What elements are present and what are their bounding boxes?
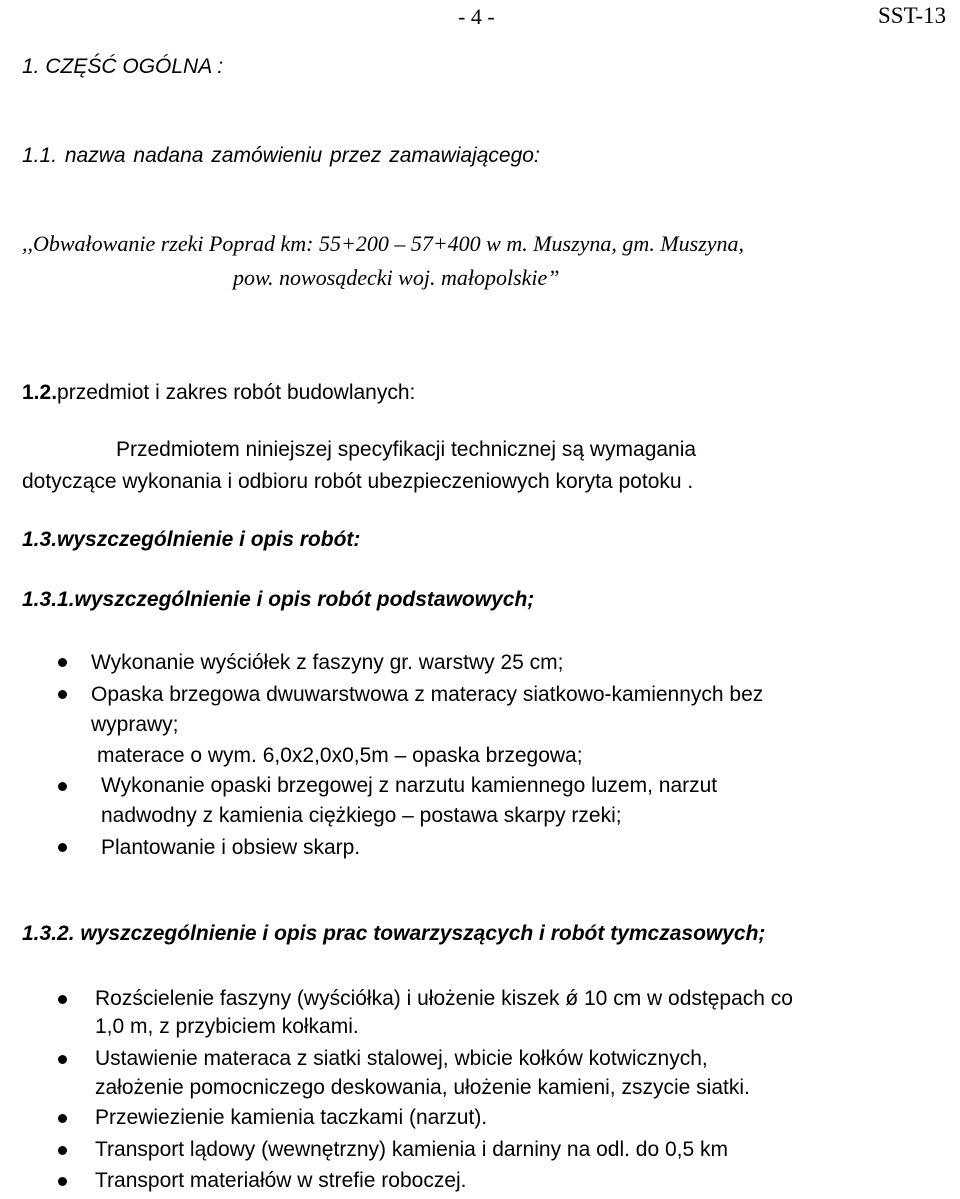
bullet-icon <box>58 1055 67 1064</box>
list-item: wyprawy; <box>91 713 179 736</box>
list-item: Wykonanie wyściółek z faszyny gr. warstwy 25 cm; <box>91 651 564 674</box>
subsection-heading-1-1: 1.1. nazwa nadana zamówieniu przez zamawiającego: <box>22 144 540 167</box>
list-item: Rozścielenie faszyny (wyściółka) i ułożenie kiszek ǿ 10 cm w odstępach co <box>95 987 793 1010</box>
project-title-line-1: ,,Obwałowanie rzeki Poprad km: 55+200 – 57+400 w m. Muszyna, gm. Muszyna, <box>22 231 745 256</box>
subsection-heading-1-3-1: 1.3.1.wyszczególnienie i opis robót podstawowych; <box>22 588 535 611</box>
subsection-heading-1-3-2: 1.3.2. wyszczególnienie i opis prac towarzyszących i robót tymczasowych; <box>22 922 766 945</box>
bullet-icon <box>58 658 67 667</box>
list-item: założenie pomocniczego deskowania, ułożenie kamieni, zszycie siatki. <box>95 1076 750 1099</box>
scope-paragraph-line-1: Przedmiotem niniejszej specyfikacji technicznej są wymagania <box>116 438 697 461</box>
list-item: 1,0 m, z przybiciem kołkami. <box>95 1015 359 1038</box>
bullet-icon <box>58 1177 67 1186</box>
bullet-icon <box>58 1146 67 1155</box>
list-item: Opaska brzegowa dwuwarstwowa z materacy siatkowo-kamiennych bez <box>91 683 764 706</box>
subsection-heading-1-3: 1.3.wyszczególnienie i opis robót: <box>22 528 361 551</box>
list-item: Przewiezienie kamienia taczkami (narzut). <box>95 1106 488 1129</box>
bullet-icon <box>58 1114 67 1123</box>
list-item: Ustawienie materaca z siatki stalowej, wbicie kołków kotwicznych, <box>95 1047 708 1070</box>
scope-paragraph-line-2: dotyczące wykonania i odbioru robót ubezpieczeniowych koryta potoku . <box>22 470 694 493</box>
bullet-icon <box>58 843 67 852</box>
list-item: Transport lądowy (wewnętrzny) kamienia i darniny na odl. do 0,5 km <box>95 1138 729 1161</box>
bullet-icon <box>58 782 67 791</box>
list-item: nadwodny z kamienia ciężkiego – postawa skarpy rzeki; <box>101 804 622 827</box>
project-title-line-2: pow. nowosądecki woj. małopolskie” <box>233 265 560 290</box>
list-item: Wykonanie opaski brzegowej z narzutu kamiennego luzem, narzut <box>101 774 718 797</box>
heading-text: przedmiot i zakres robót budowlanych: <box>57 381 416 404</box>
subsection-heading-1-2: 1.2.przedmiot i zakres robót budowlanych: <box>22 381 416 404</box>
spec-code: SST-13 <box>878 3 947 28</box>
bullet-icon <box>58 690 67 699</box>
page-number: - 4 - <box>458 4 495 29</box>
list-item: Plantowanie i obsiew skarp. <box>101 836 361 859</box>
bullet-icon <box>58 995 67 1004</box>
section-heading: 1. CZĘŚĆ OGÓLNA : <box>22 55 224 78</box>
list-item: Transport materiałów w strefie roboczej. <box>95 1169 467 1192</box>
list-item: materace o wym. 6,0x2,0x0,5m – opaska brzegowa; <box>97 744 583 767</box>
